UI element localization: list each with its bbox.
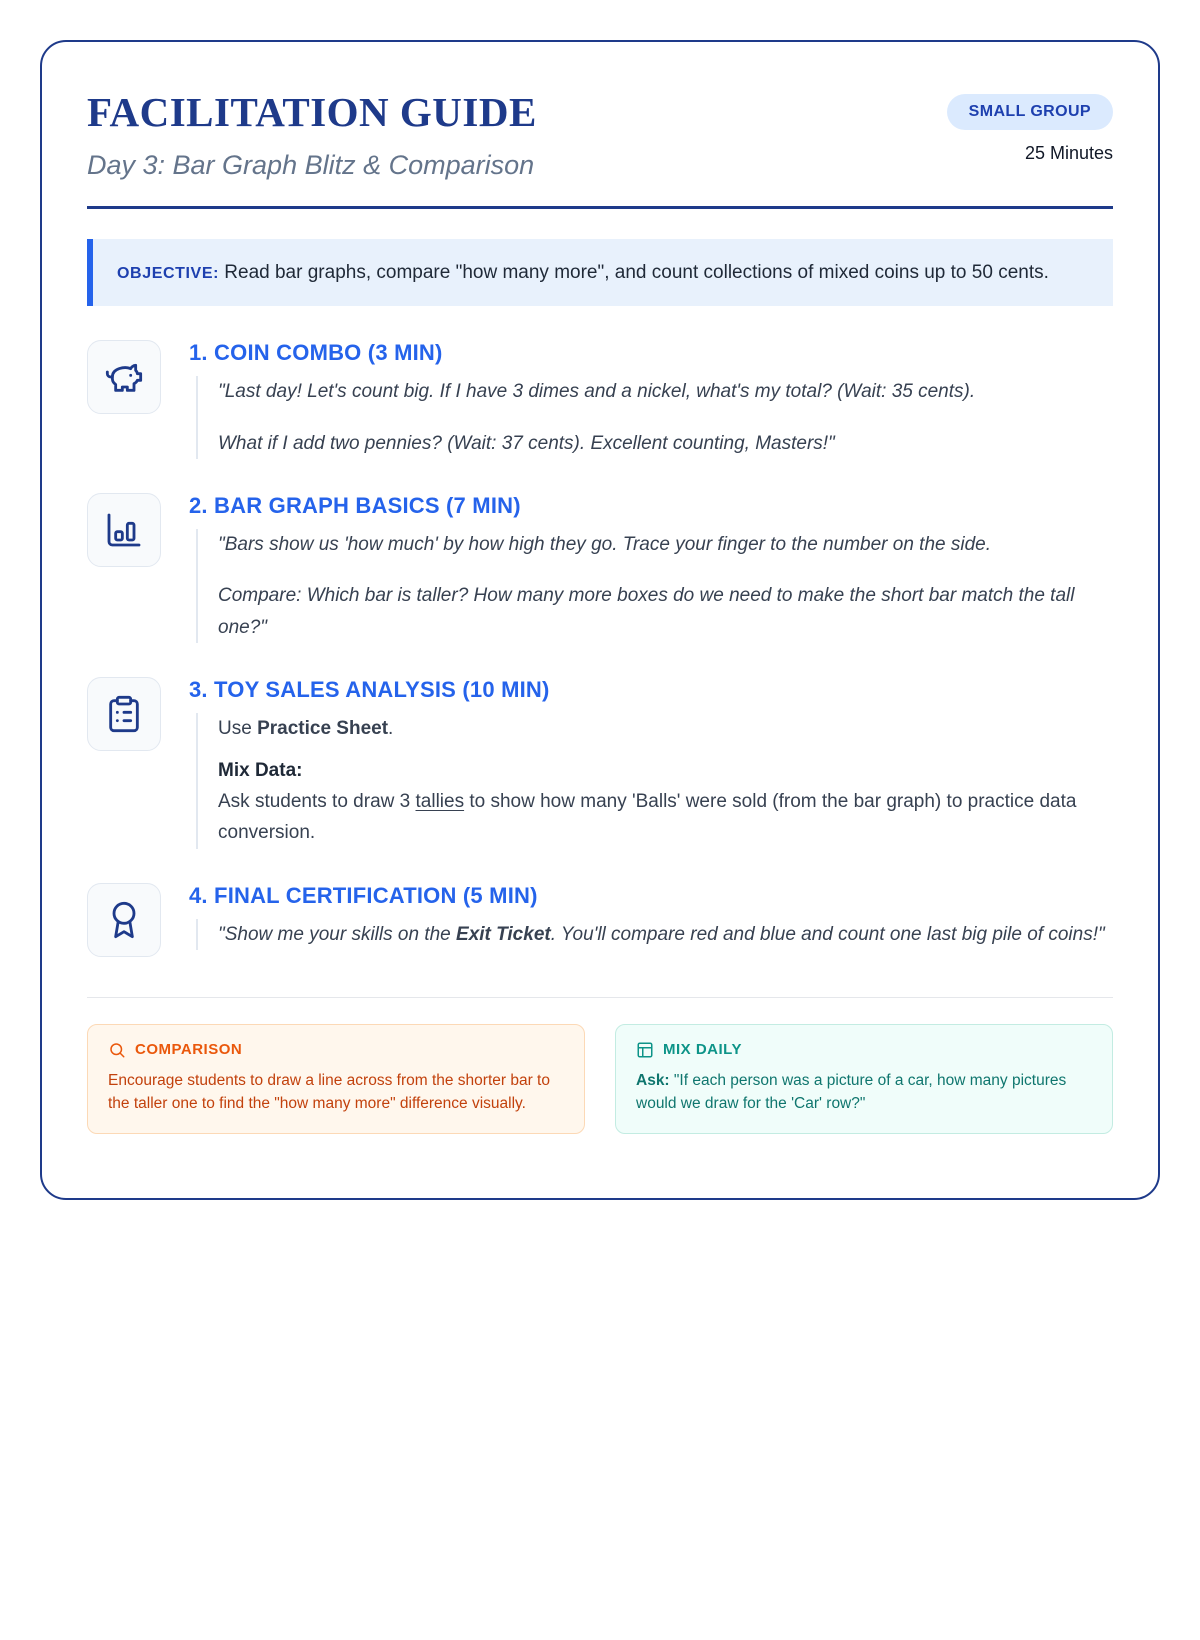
mix-data-label: Mix Data: <box>218 759 303 781</box>
bar-graph-title: 2. BAR GRAPH BASICS (7 MIN) <box>189 493 521 519</box>
toy-sales-body <box>196 713 1113 848</box>
coin-combo-icon-box <box>87 340 161 414</box>
facilitation-guide-card <box>40 40 1160 1200</box>
final-certification-icon-box <box>87 883 161 957</box>
section-final-certification <box>87 883 1113 957</box>
bar-chart-icon <box>104 510 144 550</box>
section-coin-combo <box>87 340 1113 459</box>
exit-ticket-label: Exit Ticket <box>456 923 551 945</box>
header-right <box>947 88 1113 164</box>
objective-label: OBJECTIVE: <box>117 265 220 282</box>
objective-text: Read bar graphs, compare "how many more", and count collections of mixed coins up to 50 cents. <box>219 262 1049 283</box>
award-ribbon-icon <box>104 900 144 940</box>
notes-divider <box>87 997 1113 998</box>
section-toy-sales-analysis <box>87 677 1113 848</box>
small-group-badge: SMALL GROUP <box>947 94 1113 130</box>
mix-post: to show how many 'Balls' were sold (from the bar graph) to practice data conversion. <box>218 790 1077 844</box>
comparison-note <box>87 1024 585 1135</box>
mix-pre: Ask students to draw 3 <box>218 790 416 812</box>
coin-combo-content <box>189 340 1113 459</box>
bar-graph-paragraph: "Bars show us 'how much' by how high they go. Trace your finger to the number on the side. <box>218 534 991 556</box>
mix-daily-note <box>615 1024 1113 1135</box>
bar-graph-icon-box <box>87 493 161 567</box>
bar-graph-content <box>189 493 1113 643</box>
magnifier-icon <box>108 1041 126 1059</box>
notes-row <box>87 1024 1113 1135</box>
use-suffix: . <box>388 718 394 740</box>
mix-daily-text: "If each person was a picture of a car, how many pictures would we draw for the 'Car' row?" <box>636 1071 1067 1112</box>
toy-sales-use-line <box>218 713 1113 744</box>
section-bar-graph-basics <box>87 493 1113 643</box>
practice-sheet-label: Practice Sheet <box>257 718 389 740</box>
coin-combo-paragraph: "Last day! Let's count big. If I have 3 dimes and a nickel, what's my total? (Wait: 35 cents). <box>218 381 976 403</box>
page-subtitle: Day 3: Bar Graph Blitz & Comparison <box>87 150 535 180</box>
toy-sales-icon-box <box>87 677 161 751</box>
comparison-note-header <box>108 1041 564 1059</box>
clipboard-icon <box>104 694 144 734</box>
header-divider <box>87 206 1113 209</box>
duration-label: 25 Minutes <box>1024 143 1113 163</box>
toy-sales-title: 3. TOY SALES ANALYSIS (10 MIN) <box>189 677 550 703</box>
mix-daily-note-body <box>636 1069 1092 1116</box>
final-certification-content <box>189 883 1113 950</box>
mix-daily-note-header <box>636 1041 1092 1059</box>
ask-label: Ask: <box>636 1071 670 1089</box>
quote-post: . You'll compare red and blue and count one last big pile of coins!" <box>550 923 1105 945</box>
bar-graph-paragraph: Compare: Which bar is taller? How many more boxes do we need to make the short bar match the tall one?" <box>218 585 1075 638</box>
mix-daily-note-title: MIX DAILY <box>663 1041 742 1059</box>
bar-graph-body <box>196 529 1113 643</box>
header <box>87 88 1113 181</box>
use-prefix: Use <box>218 718 258 740</box>
header-left <box>87 88 537 181</box>
table-icon <box>636 1041 654 1059</box>
objective-box <box>87 239 1113 306</box>
final-certification-body <box>196 919 1113 950</box>
comparison-note-title: COMPARISON <box>135 1041 243 1059</box>
piggy-bank-icon <box>104 357 144 397</box>
toy-sales-content <box>189 677 1113 848</box>
comparison-note-body: Encourage students to draw a line across from the shorter bar to the taller one to find the "how many more" difference visually. <box>108 1071 550 1112</box>
page-title: FACILITATION GUIDE <box>87 89 537 135</box>
tallies-label: tallies <box>415 790 465 812</box>
quote-pre: "Show me your skills on the <box>218 923 457 945</box>
sections-list <box>87 340 1113 956</box>
coin-combo-title: 1. COIN COMBO (3 MIN) <box>189 340 443 366</box>
coin-combo-body <box>196 376 1113 459</box>
toy-sales-instruction <box>218 786 1113 849</box>
final-certification-title: 4. FINAL CERTIFICATION (5 MIN) <box>189 882 538 908</box>
final-certification-paragraph <box>218 919 1113 950</box>
coin-combo-paragraph: What if I add two pennies? (Wait: 37 cents). Excellent counting, Masters!" <box>218 432 835 454</box>
